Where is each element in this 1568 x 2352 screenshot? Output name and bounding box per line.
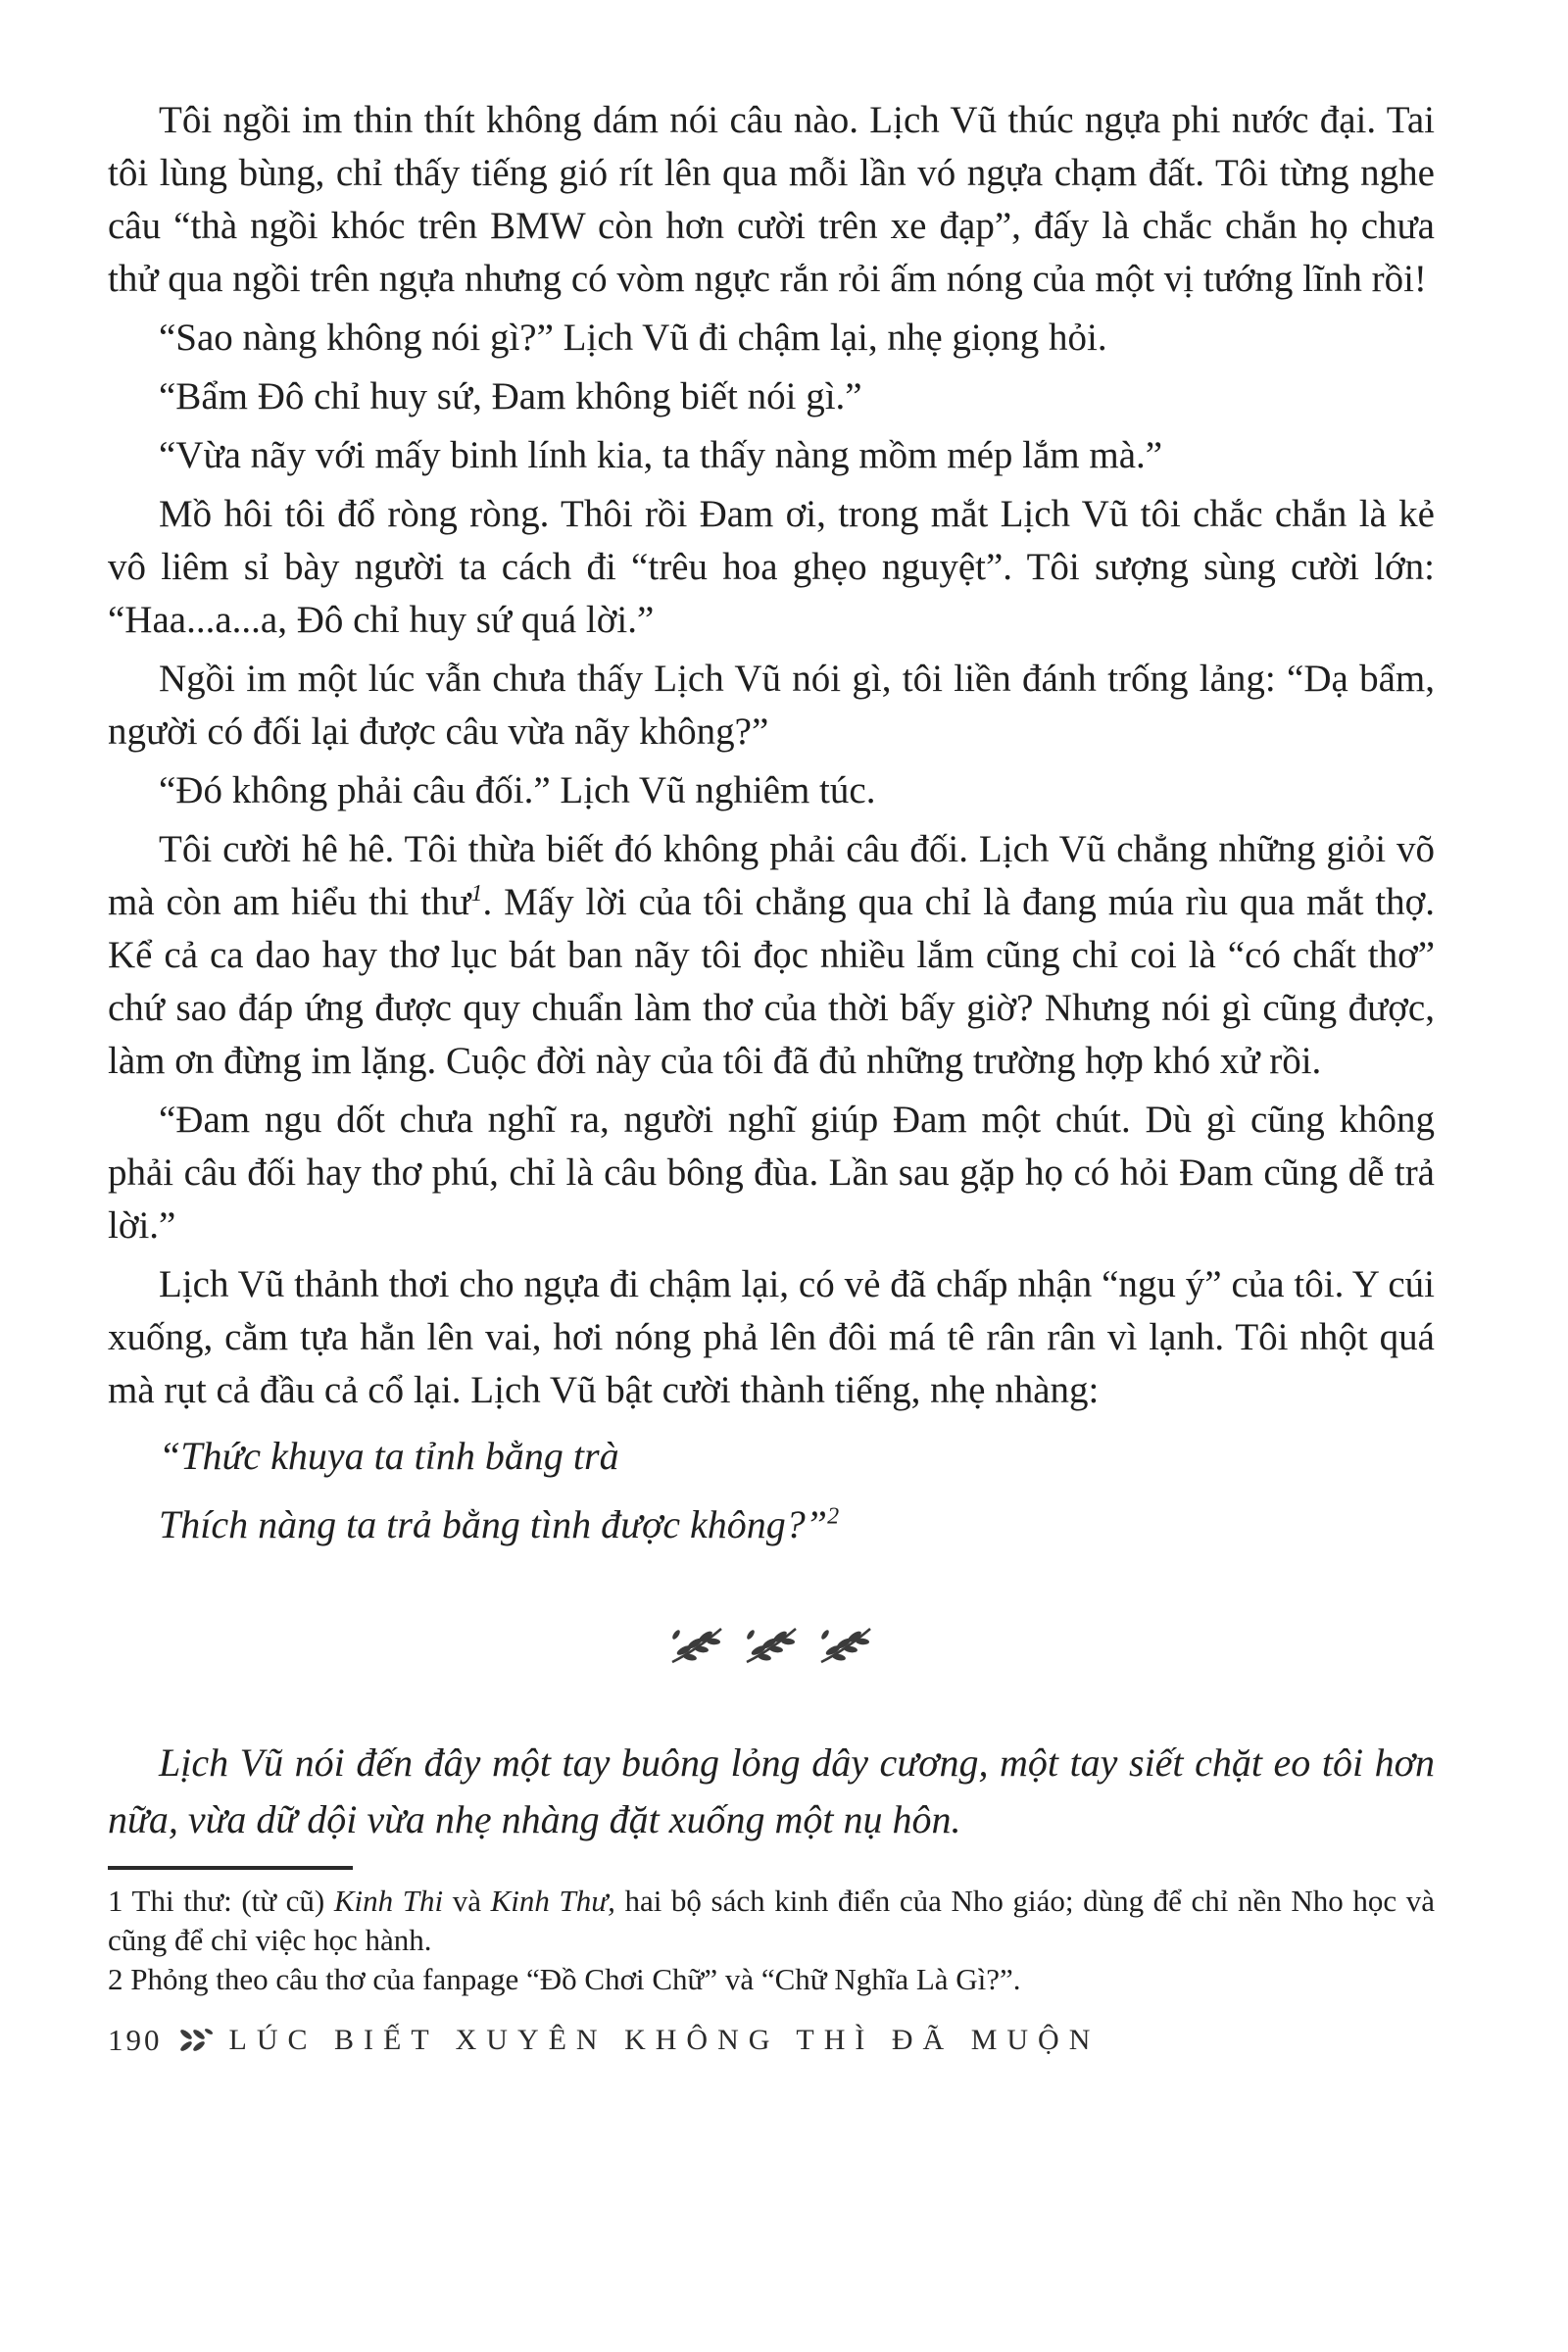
- paragraph: [108, 823, 1435, 1088]
- footnote-text: và: [443, 1884, 491, 1918]
- footnote-divider: [108, 1866, 353, 1870]
- leaf-arrows-icon: [178, 2027, 214, 2054]
- paragraph: Ngồi im một lúc vẫn chưa thấy Lịch Vũ nói gì, tôi liền đánh trống lảng: “Dạ bẩm, người có đối lại được câu vừa nãy không?”: [108, 658, 1435, 753]
- verse-line-1: “Thức khuya ta tỉnh bằng trà: [159, 1434, 619, 1478]
- paragraph: Tôi ngồi im thin thít không dám nói câu nào. Lịch Vũ thúc ngựa phi nước đại. Tai tôi lùng bùng, chỉ thấy tiếng gió rít lên qua mỗi lần vó ngựa chạm đất. Tôi từng nghe câu “thà ngồi khóc trên BMW còn hơn cười trên xe đạp”, đấy là chắc chắn họ chưa thử qua ngồi trên ngựa nhưng có vòm ngực rắn rỏi ấm nóng của một vị tướng lĩnh rồi!: [108, 99, 1435, 300]
- paragraph-text: . Mấy lời của tôi chẳng qua chỉ là đang múa rìu qua mắt thợ. Kể cả ca dao hay thơ lục bát ban nãy tôi đọc nhiều lắm cũng chỉ coi là “có chất thơ” chứ sao đáp ứng được quy chuẩn làm thơ của thời bấy giờ? Nhưng nói gì cũng được, làm ơn đừng im lặng. Cuộc đời này của tôi đã đủ những trường hợp khó xử rồi.: [108, 881, 1435, 1082]
- footnote-italic-title: Kinh Thi: [333, 1884, 444, 1918]
- footnote-2: [108, 1960, 1435, 1999]
- footnote-ref-2: 2: [827, 1503, 840, 1530]
- floral-sprig-icon: [743, 1623, 800, 1666]
- dialogue-paragraph: “Bẩm Đô chỉ huy sứ, Đam không biết nói gì.”: [159, 375, 862, 417]
- footnote-ref-1: 1: [470, 881, 483, 906]
- verse-line-2: [159, 1497, 1435, 1552]
- closing-italic-paragraph: Lịch Vũ nói đến đây một tay buông lỏng dây cương, một tay siết chặt eo tôi hơn nữa, vừa dữ dội vừa nhẹ nhàng đặt xuống một nụ hôn.: [108, 1740, 1435, 1841]
- page-body: [108, 94, 1435, 1848]
- paragraph-text: Tôi cười hê hê. Tôi thừa biết đó không phải câu đối. Lịch Vũ chẳng những giỏi võ mà còn am hiểu thi thư: [108, 828, 1435, 923]
- dialogue-paragraph: “Sao nàng không nói gì?” Lịch Vũ đi chậm lại, nhẹ giọng hỏi.: [159, 317, 1107, 359]
- page-footer: [108, 2023, 1435, 2058]
- paragraph: Lịch Vũ thảnh thơi cho ngựa đi chậm lại, có vẻ đã chấp nhận “ngu ý” của tôi. Y cúi xuống, cằm tựa hẳn lên vai, hơi nóng phả lên đôi má tê rân rân vì lạnh. Tôi nhột quá mà rụt cả đầu cả cổ lại. Lịch Vũ bật cười thành tiếng, nhẹ nhàng:: [108, 1263, 1435, 1411]
- footnote-text: Thi thư: (từ cũ): [122, 1884, 334, 1918]
- running-title: LÚC BIẾT XUYÊN KHÔNG THÌ ĐÃ MUỘN: [228, 2024, 1101, 2056]
- dialogue-paragraph: “Vừa nãy với mấy binh lính kia, ta thấy nàng mồm mép lắm mà.”: [159, 434, 1163, 476]
- floral-sprig-icon: [817, 1623, 874, 1666]
- footnote-text: hai bộ sách kinh điển của Nho giáo; dùng để chỉ nền Nho học và cũng để chỉ việc học hành.: [108, 1884, 1435, 1957]
- verse-couplet: [159, 1429, 1435, 1552]
- footnote-italic-title: Kinh Thư,: [490, 1884, 615, 1918]
- dialogue-paragraph: “Đó không phải câu đối.” Lịch Vũ nghiêm túc.: [159, 769, 876, 811]
- verse-text: Thích nàng ta trả bằng tình được không?”: [159, 1502, 828, 1546]
- page-number: 190: [108, 2023, 163, 2057]
- dialogue-paragraph: “Đam ngu dốt chưa nghĩ ra, người nghĩ giúp Đam một chút. Dù gì cũng không phải câu đối hay thơ phú, chỉ là câu bông đùa. Lần sau gặp họ có hỏi Đam cũng dễ trả lời.”: [108, 1099, 1435, 1247]
- footnote-number: 1: [108, 1884, 123, 1918]
- floral-sprig-icon: [668, 1623, 725, 1666]
- paragraph: Mồ hôi tôi đổ ròng ròng. Thôi rồi Đam ơi, trong mắt Lịch Vũ tôi chắc chắn là kẻ vô liêm sỉ bày người ta cách đi “trêu hoa ghẹo nguyệt”. Tôi sượng sùng cười lớn: “Haa...a...a, Đô chỉ huy sứ quá lời.”: [108, 493, 1435, 641]
- footnote-text: Phỏng theo câu thơ của fanpage “Đồ Chơi Chữ” và “Chữ Nghĩa Là Gì?”.: [122, 1962, 1021, 1996]
- footnotes: [108, 1882, 1435, 1999]
- footnote-1: [108, 1882, 1435, 1960]
- footnote-number: 2: [108, 1962, 123, 1996]
- section-break-ornament: [108, 1623, 1435, 1668]
